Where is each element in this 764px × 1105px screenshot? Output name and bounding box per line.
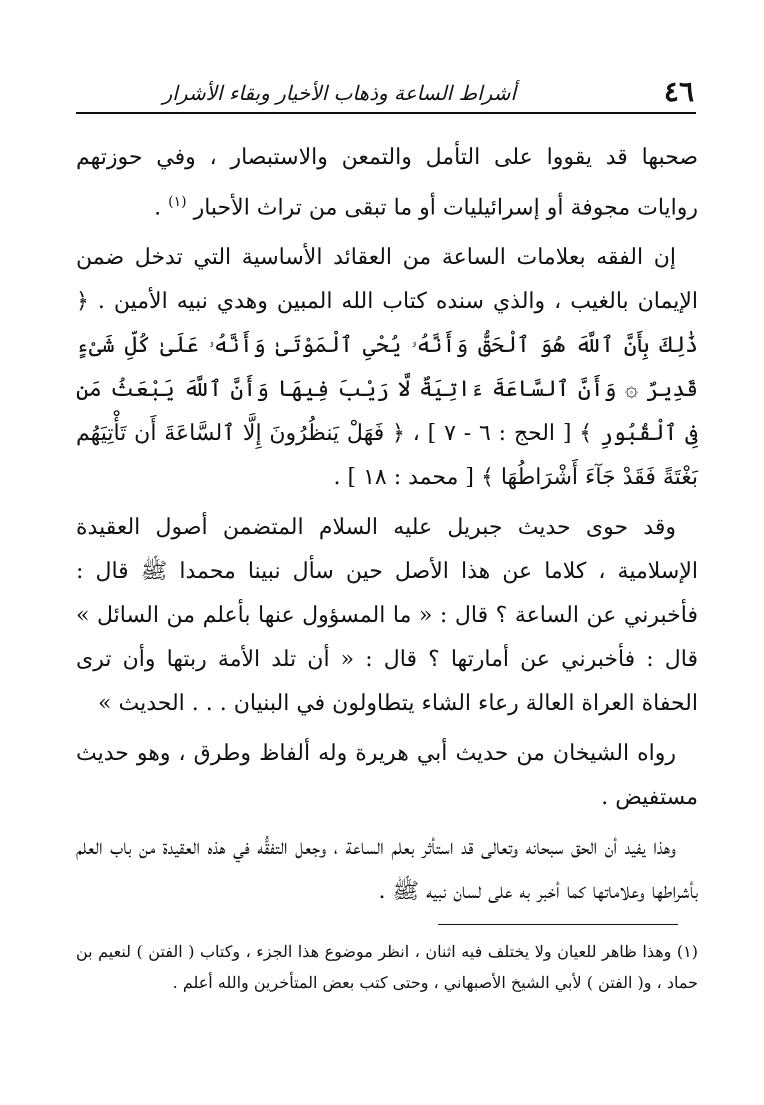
page-header <box>76 74 696 114</box>
running-title: أشراط الساعة وذهاب الأخيار وبقاء الأشرار <box>162 81 516 105</box>
verse-reference-1: [ الحج : ٦ - ٧ ] <box>427 421 572 447</box>
paragraph-2: إن الفقه بعلامات الساعة من العقائد الأساسية التي تدخل ضمن الإيمان بالغيب ، والذي سنده كتاب الله المبين وهدي نبيه الأمين . ﴿ ذَٰلِكَ بِأَنَّ ٱللَّهَ هُوَ ٱلْحَقُّ وَأَنَّهُۥ يُحْىِ ٱلْمَوْتَىٰ وَأَنَّهُۥ عَلَىٰ كُلِّ شَىْءٍ قَدِيرٌ ۞ وَأَنَّ ٱلسَّاعَةَ ءَاتِيَةٌ لَّا رَيْبَ فِيهَا وَأَنَّ ٱللَّهَ يَبْعَثُ مَن فِى ٱلْقُبُورِ ﴾ [ الحج : ٦ - ٧ ] ، ﴿ فَهَلْ يَنظُرُونَ إِلَّا ٱلسَّاعَةَ أَن تَأْتِيَهُم بَغْتَةً فَقَدْ جَآءَ أَشْرَاطُهَا ﴾ [ محمد : ١٨ ] . <box>76 245 699 491</box>
paragraph-1-end: . <box>154 195 169 221</box>
footnote-1 <box>76 936 698 998</box>
footnote-reference: (١) <box>168 194 187 210</box>
footnote-text: وهذا ظاهر للعيان ولا يختلف فيه اثنان ، انظر موضوع هذا الجزء ، وكتاب ( الفتن ) لنعيم بن حماد ، و( الفتن ) لأبي الشيخ الأصبهاني ، وحتى كتب بعض المتأخرين والله أعلم . <box>76 942 698 992</box>
footnotes <box>76 936 698 998</box>
main-text <box>76 136 698 920</box>
page-number: ٤٦ <box>663 75 694 108</box>
paragraph-4: رواه الشيخان من حديث أبي هريرة وله ألفاظ وطرق ، وهو حديث مستفيض . <box>76 741 698 811</box>
footnote-separator <box>438 924 678 925</box>
paragraph-1 <box>76 136 698 230</box>
quran-verse-1: ﴿ ذَٰلِكَ بِأَنَّ ٱللَّهَ هُوَ ٱلْحَقُّ وَأَنَّهُۥ يُحْىِ ٱلْمَوْتَىٰ وَأَنَّهُۥ عَلَىٰ كُلِّ شَىْءٍ قَدِيرٌ ۞ وَأَنَّ ٱلسَّاعَةَ ءَاتِيَةٌ لَّا رَيْبَ فِيهَا وَأَنَّ ٱللَّهَ يَبْعَثُ مَن فِى ٱلْقُبُورِ ﴾ <box>76 289 699 447</box>
header-rule <box>76 112 696 114</box>
paragraph-5: وهذا يفيد أن الحق سبحانه وتعالى قد استأثر بعلم الساعة ، وجعل التفقُّه في هذه العقيدة من باب العلم بأشراطها وعلاماتها كما أخبر به على لسان نبيه ﷺ . <box>76 835 698 905</box>
paragraph-3: وقد حوى حديث جبريل عليه السلام المتضمن أصول العقيدة الإسلامية ، كلاما عن هذا الأصل حين سأل نبينا محمدا ﷺ قال : فأخبرني عن الساعة ؟ قال : « ما المسؤول عنها بأعلم من السائل » قال : فأخبرني عن أمارتها ؟ قال : « أن تلد الأمة ربتها وأن ترى الحفاة العراة العالة رعاء الشاء يتطاولون في البنيان . . . الحديث » <box>76 515 698 717</box>
paragraph-1-text: صحبها قد يقووا على التأمل والتمعن والاستبصار ، وفي حوزتهم روايات مجوفة أو إسرائيليات أو ما تبقى من تراث الأحبار <box>76 145 698 221</box>
verse-reference-2: [ محمد : ١٨ ] <box>347 465 474 491</box>
footnote-marker: (١) <box>676 942 698 961</box>
quran-verse-2: ﴿ فَهَلْ يَنظُرُونَ إِلَّا ٱلسَّاعَةَ أَن تَأْتِيَهُم بَغْتَةً فَقَدْ جَآءَ أَشْرَاطُهَا ﴾ <box>76 421 698 491</box>
paragraph-2-intro: إن الفقه بعلامات الساعة من العقائد الأساسية التي تدخل ضمن الإيمان بالغيب ، والذي سنده كتاب الله المبين وهدي نبيه الأمين . <box>76 245 698 315</box>
